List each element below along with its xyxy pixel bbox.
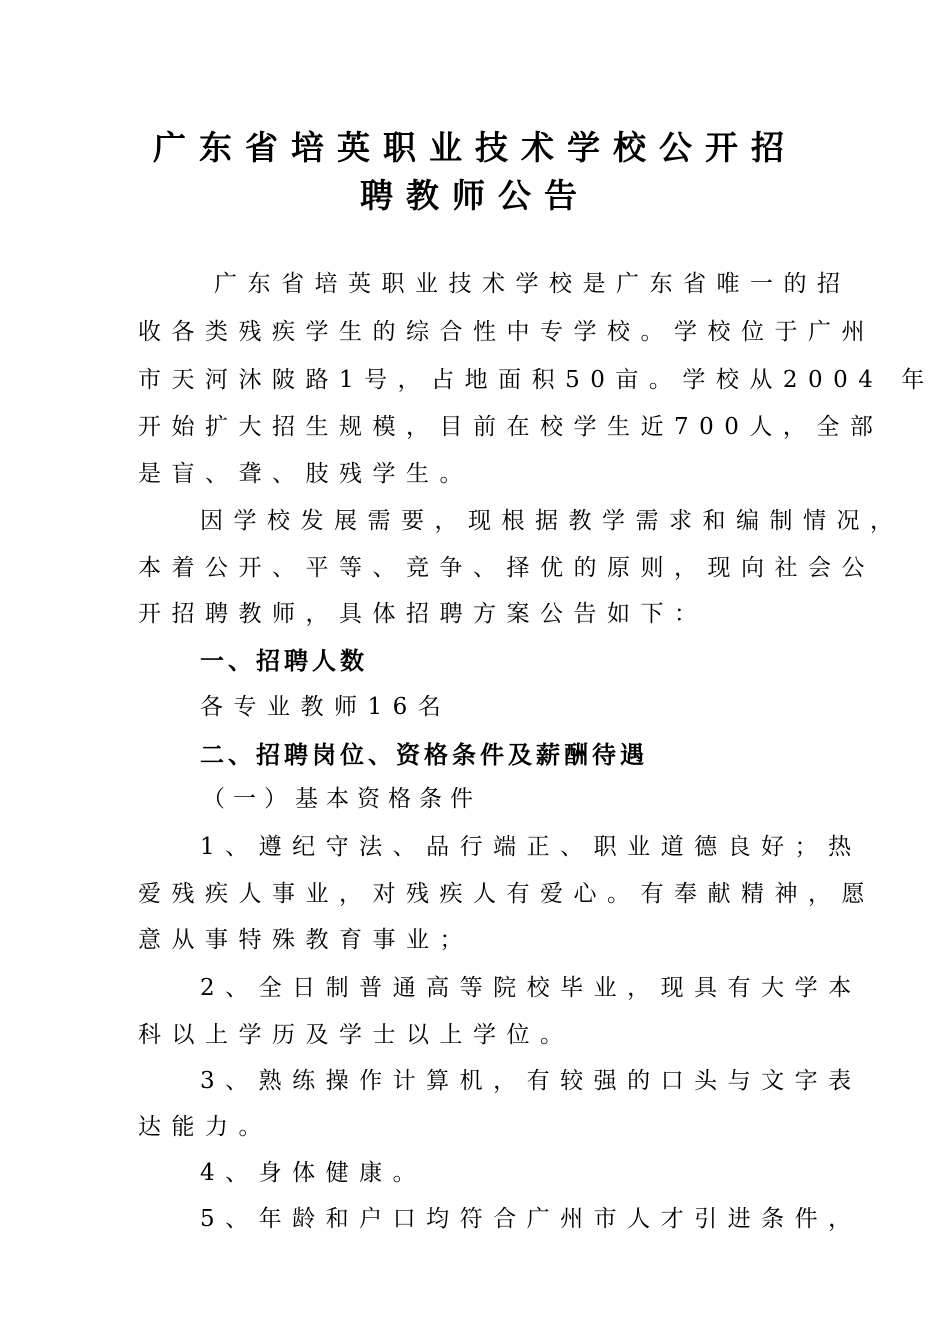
recruitment-count-text: 各专业教师16名 [200,694,452,720]
qualification-3-line-2: 达能力。 [138,1114,272,1140]
qualification-2-line-2: 科以上学历及学士以上学位。 [138,1022,574,1048]
paragraph-purpose-line-2: 本着公开、平等、竞争、择优的原则，现向社会公 [138,555,875,581]
qualification-4-line-1: 4、身体健康。 [200,1160,427,1186]
subsection-heading-basic-qualifications: （一）基本资格条件 [202,786,481,812]
document-title-line-2: 聘教师公告 [360,176,590,215]
paragraph-intro-line-2: 收各类残疾学生的综合性中专学校。学校位于广州 [138,319,875,345]
qualification-3-line-1: 3、熟练操作计算机，有较强的口头与文字表 [200,1068,862,1094]
paragraph-purpose-line-3: 开招聘教师，具体招聘方案公告如下： [138,601,708,627]
section-heading-recruitment-count: 一、招聘人数 [200,647,368,675]
paragraph-intro-line-5: 是盲、聋、肢残学生。 [138,461,473,487]
qualification-2-line-1: 2、全日制普通高等院校毕业，现具有大学本 [200,975,862,1001]
qualification-1-line-2: 爱残疾人事业，对残疾人有爱心。有奉献精神，愿 [138,881,875,907]
paragraph-intro-line-3: 市天河沐陂路1号，占地面积50亩。学校从2004 年 [138,367,935,393]
paragraph-intro-line-4: 开始扩大招生规模，目前在校学生近700人，全部 [138,414,884,440]
paragraph-purpose-line-1: 因学校发展需要，现根据教学需求和编制情况， [200,508,904,534]
qualification-1-line-1: 1、遵纪守法、品行端正、职业道德良好；热 [200,834,862,860]
section-heading-positions: 二、招聘岗位、资格条件及薪酬待遇 [200,741,648,769]
document-title-line-1: 广东省培英职业技术学校公开招 [153,128,797,167]
qualification-1-line-3: 意从事特殊教育事业； [138,927,473,953]
qualification-5-line-1: 5、年龄和户口均符合广州市人才引进条件， [200,1206,862,1232]
paragraph-intro-line-1: 广东省培英职业技术学校是广东省唯一的招 [214,271,851,297]
